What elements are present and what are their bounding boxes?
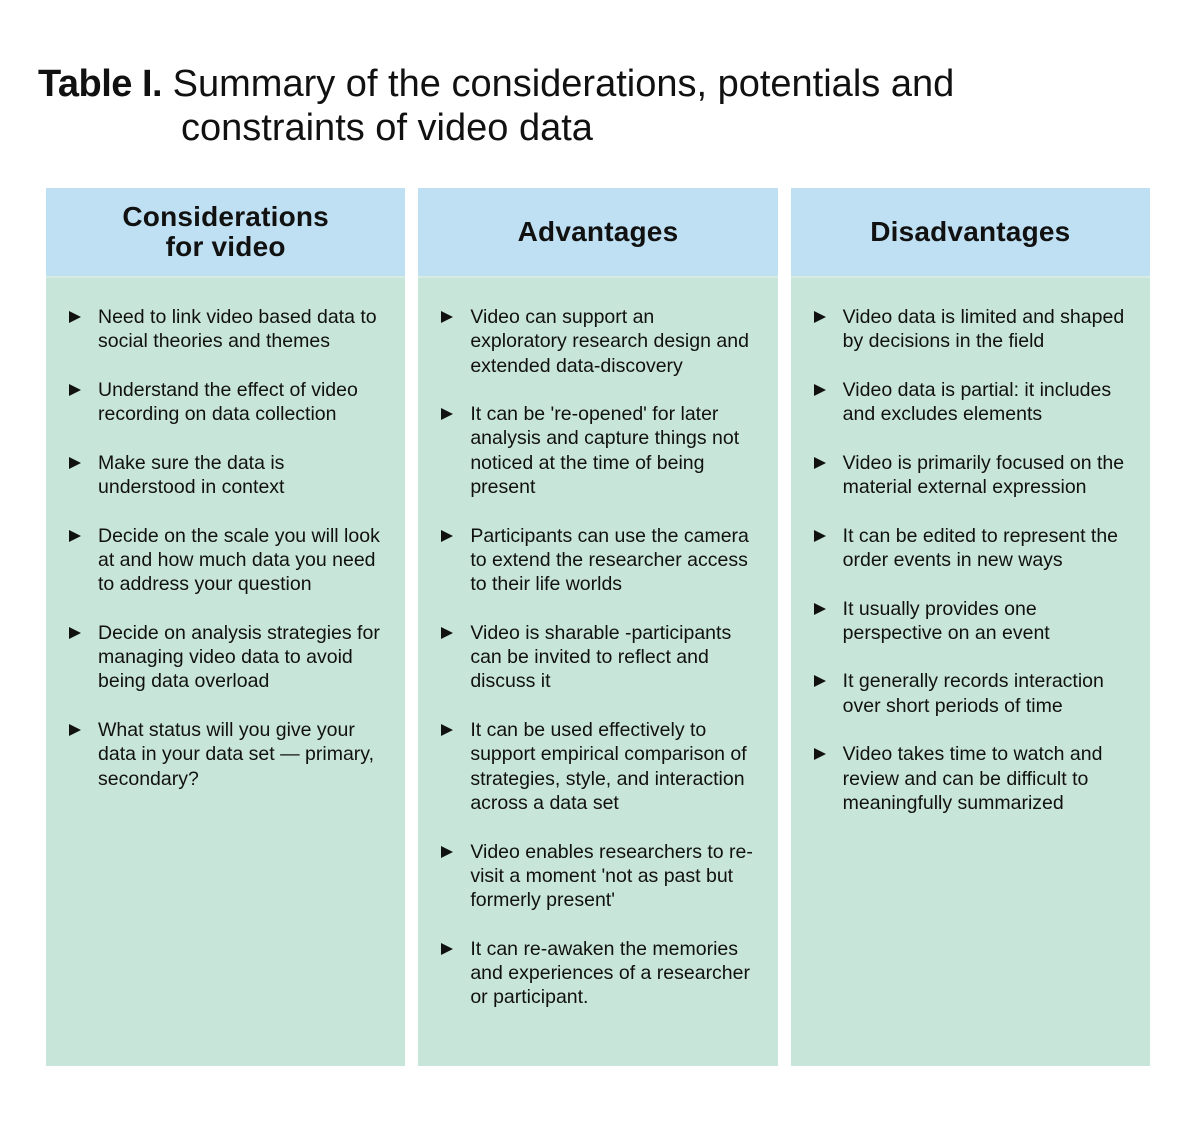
list-item-text: Video enables researchers to re-visit a moment 'not as past but formerly present' xyxy=(470,840,753,912)
triangle-bullet-icon xyxy=(441,943,453,955)
triangle-bullet-icon xyxy=(814,311,826,323)
column-header-label: Considerations for video xyxy=(122,201,329,262)
triangle-bullet-icon xyxy=(814,530,826,542)
triangle-bullet-icon xyxy=(441,846,453,858)
triangle-bullet-icon xyxy=(441,724,453,736)
disadvantages-list xyxy=(791,278,1150,840)
list-item-text: It usually provides one perspective on an event xyxy=(842,597,1050,644)
triangle-bullet-icon xyxy=(814,603,826,615)
list-item-text: It can be 're-opened' for later analysis and capture things not noticed at the time of being present xyxy=(470,403,740,499)
triangle-bullet-icon xyxy=(69,530,81,542)
triangle-bullet-icon xyxy=(441,627,453,639)
list-item xyxy=(813,378,1128,427)
triangle-bullet-icon xyxy=(814,748,826,760)
list-item-text: Decide on analysis strategies for managing video data to avoid being data overload xyxy=(98,621,380,693)
list-item-text: It generally records interaction over short periods of time xyxy=(842,670,1104,717)
list-item xyxy=(68,621,383,694)
list-item xyxy=(68,524,383,597)
list-item-text: Make sure the data is understood in context xyxy=(98,451,285,499)
list-item xyxy=(68,718,383,791)
column-advantages xyxy=(418,188,777,1066)
list-item xyxy=(68,378,383,427)
column-header-disadvantages xyxy=(791,188,1150,278)
list-item xyxy=(813,524,1128,573)
list-item xyxy=(440,524,755,597)
list-item xyxy=(440,402,755,499)
title-line-2: constraints of video data xyxy=(181,107,593,149)
list-item-text: What status will you give your data in your data set — primary, secondary? xyxy=(98,719,375,790)
list-item-text: Understand the effect of video recording on data collection xyxy=(98,378,358,426)
title-line-1: Summary of the considerations, potentials and xyxy=(172,63,955,105)
list-item-text: Video can support an exploratory research design and extended data-discovery xyxy=(470,306,749,377)
triangle-bullet-icon xyxy=(69,384,81,396)
list-item-text: Need to link video based data to social theories and themes xyxy=(98,306,377,353)
triangle-bullet-icon xyxy=(69,457,81,469)
list-item xyxy=(440,937,755,1010)
considerations-list xyxy=(46,278,405,815)
list-item-text: Video is primarily focused on the material external expression xyxy=(842,451,1125,499)
list-item-text: Participants can use the camera to extend the researcher access to their life worlds xyxy=(470,524,749,596)
list-item xyxy=(813,451,1128,500)
list-item-text: Video data is limited and shaped by decisions in the field xyxy=(842,306,1125,353)
column-header-label: Advantages xyxy=(517,216,679,247)
column-header-advantages xyxy=(418,188,777,278)
triangle-bullet-icon xyxy=(814,457,826,469)
triangle-bullet-icon xyxy=(441,408,453,420)
list-item-text: Decide on the scale you will look at and how much data you need to address your question xyxy=(98,524,380,596)
triangle-bullet-icon xyxy=(69,724,81,736)
list-item-text: Video data is partial: it includes and excludes elements xyxy=(842,378,1112,426)
list-item xyxy=(440,621,755,694)
triangle-bullet-icon xyxy=(69,311,81,323)
list-item-text: Video is sharable -participants can be invited to reflect and discuss it xyxy=(470,621,732,693)
table-title xyxy=(38,62,1158,150)
list-item xyxy=(440,305,755,378)
triangle-bullet-icon xyxy=(441,311,453,323)
list-item-text: Video takes time to watch and review and can be difficult to meaningfully summarized xyxy=(842,743,1103,814)
advantages-list xyxy=(418,278,777,1034)
column-disadvantages xyxy=(791,188,1150,1066)
column-header-label: Disadvantages xyxy=(870,216,1071,247)
triangle-bullet-icon xyxy=(814,384,826,396)
triangle-bullet-icon xyxy=(814,675,826,687)
column-considerations xyxy=(46,188,405,1066)
triangle-bullet-icon xyxy=(69,627,81,639)
list-item-text: It can re-awaken the memories and experiences of a researcher or participant. xyxy=(470,937,750,1009)
list-item xyxy=(813,742,1128,815)
list-item xyxy=(813,305,1128,354)
summary-table xyxy=(46,188,1150,1066)
list-item xyxy=(440,718,755,815)
list-item-text: It can be used effectively to support empirical comparison of strategies, style, and interaction across a data set xyxy=(470,719,747,814)
table-label: Table I. xyxy=(38,63,163,105)
triangle-bullet-icon xyxy=(441,530,453,542)
list-item xyxy=(68,305,383,354)
list-item xyxy=(813,597,1128,646)
list-item xyxy=(440,840,755,913)
list-item-text: It can be edited to represent the order events in new ways xyxy=(842,524,1119,571)
list-item xyxy=(813,669,1128,718)
column-header-considerations xyxy=(46,188,405,278)
list-item xyxy=(68,451,383,500)
